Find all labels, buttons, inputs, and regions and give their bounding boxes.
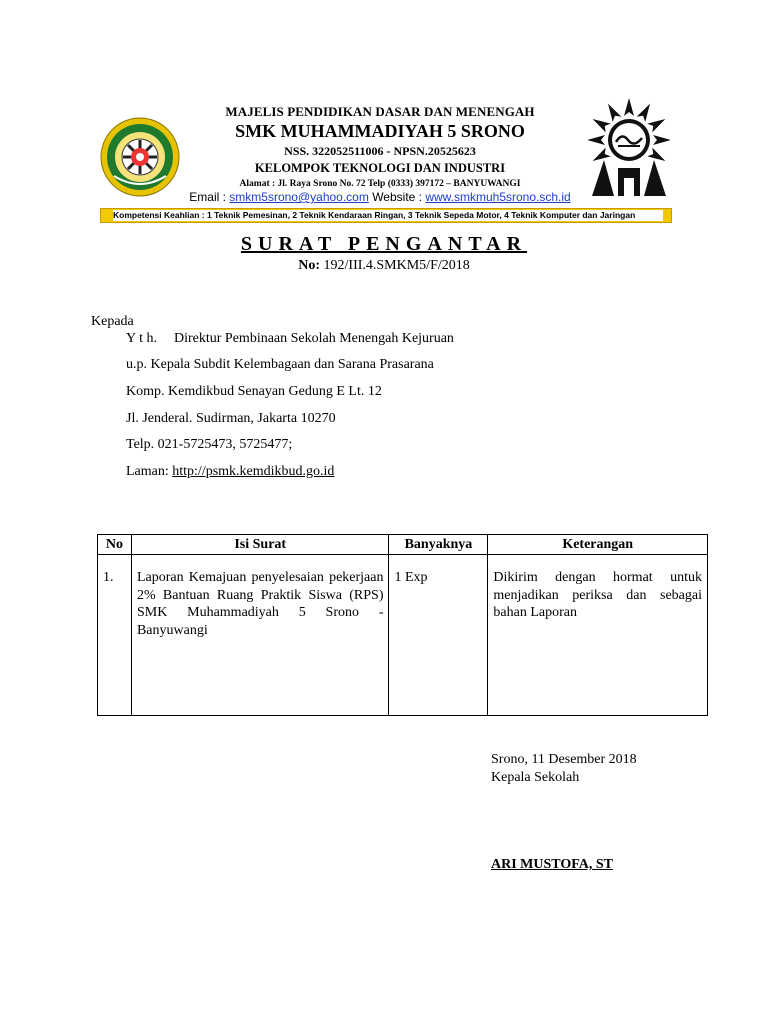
council-name: MAJELIS PENDIDIKAN DASAR DAN MENENGAH (225, 104, 535, 119)
laman-link[interactable]: http://psmk.kemdikbud.go.id (172, 464, 335, 479)
recipient-label: Kepada (91, 314, 134, 329)
recipient-line-2: u.p. Kepala Subdit Kelembagaan dan Sarana Prasarana (126, 357, 434, 372)
school-name: SMK MUHAMMADIYAH 5 SRONO (235, 121, 525, 141)
school-logo-icon (100, 116, 180, 198)
website-label: Website : (368, 190, 426, 204)
table-row (98, 555, 708, 716)
number-value: 192/III.4.SMKM5/F/2018 (320, 258, 470, 273)
recipient-line-4: Jl. Jenderal. Sudirman, Jakarta 10270 (126, 411, 336, 426)
signature-block (491, 751, 637, 787)
header-isi-surat: Isi Surat (131, 535, 389, 555)
letterhead (92, 96, 676, 228)
laman-label: Laman: (126, 464, 173, 479)
letter-number (0, 258, 768, 274)
place-date: Srono, 11 Desember 2018 (491, 752, 637, 767)
letterhead-text (188, 104, 572, 204)
header-banyaknya: Banyaknya (389, 535, 488, 555)
recipient-line-5: Telp. 021-5725473, 5725477; (126, 437, 293, 452)
number-label: No: (298, 258, 321, 273)
competency-text: Kompetensi Keahlian : 1 Teknik Pemesinan, 2 Teknik Kendaraan Ringan, 3 Teknik Sepeda Motor, 4 Teknik Komputer dan Jaringan (113, 210, 663, 221)
muhammadiyah-logo-icon (588, 96, 670, 204)
document-title-block (0, 233, 768, 274)
recipient-line-6 (126, 464, 334, 480)
email-label: Email : (189, 190, 230, 204)
yth-label: Y t h. (126, 331, 157, 346)
website-link[interactable]: www.smkmuh5srono.sch.id (425, 190, 571, 204)
cell-no: 1. (98, 555, 132, 716)
letter-contents-table (97, 534, 708, 716)
header-keterangan: Keterangan (488, 535, 708, 555)
document-title: SURAT PENGANTAR (240, 233, 528, 255)
cell-keterangan: Dikirim dengan hormat untuk menjadikan periksa dan sebagai bahan Laporan (488, 555, 708, 716)
table-header-row (98, 535, 708, 555)
email-link[interactable]: smkm5srono@yahoo.com (229, 190, 369, 204)
recipient-title: Direktur Pembinaan Sekolah Menengah Kejuruan (174, 331, 454, 346)
signer-position: Kepala Sekolah (491, 770, 580, 785)
recipient-line-3: Komp. Kemdikbud Senayan Gedung E Lt. 12 (126, 384, 382, 399)
contact-line (188, 190, 572, 204)
school-address: Alamat : Jl. Raya Srono No. 72 Telp (0333) 397172 – BANYUWANGI (239, 179, 521, 189)
cell-isi-surat: Laporan Kemajuan penyelesaian pekerjaan 2% Bantuan Ruang Praktik Siswa (RPS) SMK Muhammadiyah 5 Srono - Banyuwangi (131, 555, 389, 716)
recipient-line-1 (126, 331, 454, 347)
school-ids: NSS. 322052511006 - NPSN.20525623 (284, 144, 476, 158)
cell-banyaknya: 1 Exp (389, 555, 488, 716)
competency-bar (100, 208, 672, 223)
school-group: KELOMPOK TEKNOLOGI DAN INDUSTRI (254, 161, 506, 175)
signer-name: ARI MUSTOFA, ST (491, 857, 614, 872)
header-no: No (98, 535, 132, 555)
